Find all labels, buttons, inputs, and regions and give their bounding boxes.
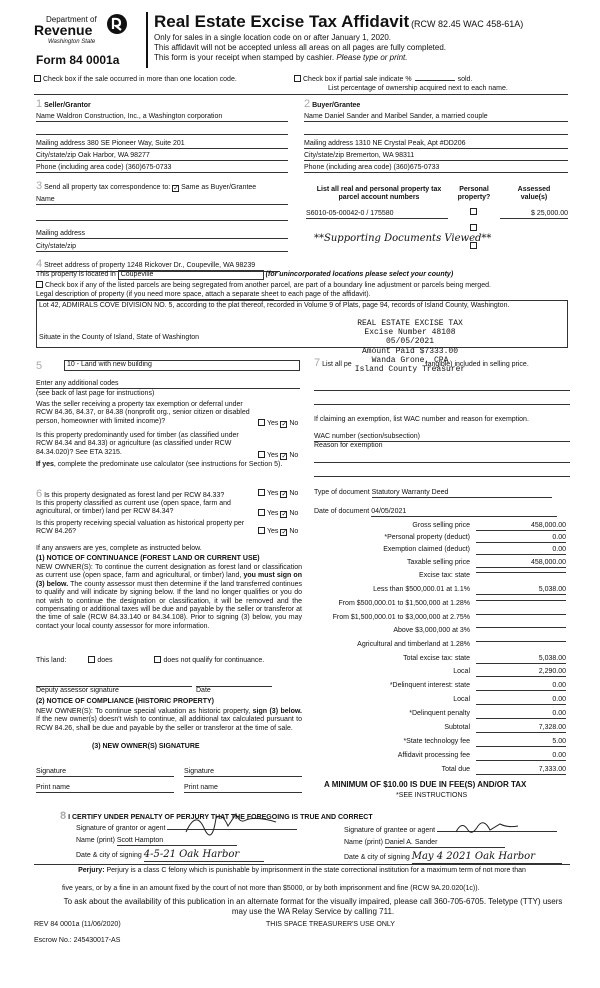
dept-label: Department of — [46, 15, 97, 24]
calc-label: Exemption claimed (deduct) — [383, 546, 470, 553]
personal-property-checkbox-2[interactable] — [470, 224, 477, 231]
revenue-label: Revenue — [34, 22, 93, 38]
assessed-header: Assessed value(s) — [517, 186, 551, 202]
additional-codes-field[interactable]: Enter any additional codes — [36, 380, 300, 389]
grantee-name[interactable]: Name (print) Daniel A. Sander — [344, 839, 505, 848]
notice2-text: NEW OWNER(S): To continue special valuation as historic property, sign (3) below. If the new owner(s) doesn't wish to continue, all additional tax calculated pursuant to RCW 84.26, shall be due and payable by the seller or transferor at the time of sale. — [36, 708, 302, 732]
calc-label: Local — [453, 696, 470, 703]
calc-label: Excise tax: state — [419, 572, 470, 579]
rev-number: REV 84 0001a (11/06/2020) — [34, 921, 121, 928]
legal-label: Legal description of property (if you need more space, attach a separate sheet to each page of the affidavit). — [36, 291, 274, 300]
calc-value[interactable]: 458,000.00 — [476, 522, 566, 531]
parcel-header: List all real and personal property tax parcel account numbers — [316, 186, 442, 202]
calc-row — [314, 586, 570, 596]
calc-label: Gross selling price — [412, 522, 470, 529]
calc-row — [314, 614, 570, 624]
minimum-due: A MINIMUM OF $10.00 IS DUE IN FEE(S) AND/OR TAX — [324, 780, 527, 789]
calc-value[interactable] — [476, 572, 566, 573]
owner-print-1[interactable]: Print name — [36, 784, 174, 793]
timber-yes-no[interactable]: Yes ✓ No — [258, 451, 298, 460]
partial-sale-sub: List percentage of ownership acquired next to each name. — [328, 85, 508, 92]
calc-value[interactable]: 0.00 — [476, 696, 566, 705]
seller-name-field[interactable]: Name Waldron Construction, Inc., a Washington corporation — [36, 113, 288, 122]
see-instructions: *SEE INSTRUCTIONS — [396, 792, 468, 799]
calc-value[interactable]: 458,000.00 — [476, 559, 566, 568]
located-in: This property is located in Coupeville (for unincorporated locations please select your county) — [36, 270, 453, 280]
buyer-mailing-field[interactable]: Mailing address 1310 NE Crystal Peak, Apt #DD206 — [304, 140, 568, 149]
exemption-question: Was the seller receiving a property tax exemption or deferral under RCW 84.36, 84.37, or 84.38 (nonprofit org., senior citizen or disabled person, homeowner with limited income)? — [36, 401, 250, 425]
note-3: This form is your receipt when stamped by cashier. Please type or print. — [154, 53, 408, 62]
calc-label: Local — [453, 668, 470, 675]
blank-line — [36, 128, 288, 135]
wac-number-field[interactable]: WAC number (section/subsection) — [314, 433, 570, 442]
buyer-city-field[interactable]: City/state/zip Bremerton, WA 98311 — [304, 152, 568, 161]
section-5: 5 — [36, 360, 43, 372]
calc-label: *State technology fee — [403, 738, 470, 745]
buyer-heading: 2 Buyer/Grantee — [304, 98, 361, 110]
legal-description: Lot 42, ADMIRALS COVE DIVISION NO. 5, according to the plat thereof, recorded in Volume 9 of Plats, page 94, records of Island County, Washington. — [39, 302, 510, 309]
grantee-date[interactable]: Date & city of signing May 4 2021 Oak Harbor — [344, 851, 562, 864]
legal-description-box[interactable] — [36, 300, 568, 348]
calc-label: Affidavit processing fee — [397, 752, 470, 759]
same-as-buyer-checkbox[interactable] — [172, 185, 179, 192]
personal-header: Personal property? — [457, 186, 491, 202]
calc-row — [314, 534, 570, 544]
buyer-name-field[interactable]: Name Daniel Sander and Maribel Sander, a married couple — [304, 113, 568, 122]
calc-value[interactable]: 0.00 — [476, 546, 566, 555]
calc-label: Above $3,000,000 at 3% — [393, 627, 470, 634]
does-not-checkbox[interactable] — [154, 656, 161, 663]
deputy-date-line[interactable]: Date — [196, 686, 272, 695]
dor-logo-icon — [106, 12, 128, 36]
if-yes-note: If yes, complete the predominate use calculator (see instructions for Section 5). — [36, 461, 283, 468]
personal-property-checkbox-3[interactable] — [470, 242, 477, 249]
blank-line — [36, 214, 288, 221]
accessibility-note: To ask about the availability of this publication in an alternate format for the visually impaired, please call 360-705-6705. Teletype (TTY) users may use the WA Relay Service by calling 711. — [63, 897, 563, 916]
calc-value[interactable] — [476, 627, 566, 628]
wa-state-label: Washington State — [48, 39, 96, 45]
seller-phone-field[interactable]: Phone (including area code) (360)675-0733 — [36, 164, 288, 173]
historic-yes-no[interactable]: Yes ✓ No — [258, 527, 298, 536]
section-7: 7 List all pe tangible) included in selling price. — [314, 357, 529, 369]
form-title — [154, 12, 523, 32]
treasurer-stamp: REAL ESTATE EXCISE TAX Excise Number 48108 05/05/2021 Amount Paid $7333.00 Wanda Grone, CPA Island County Treasurer — [354, 319, 466, 374]
this-land: This land: does does not qualify for continuance. — [36, 657, 265, 664]
blank-line — [304, 128, 568, 135]
current-use-yes-no[interactable]: Yes ✓ No — [258, 509, 298, 518]
note-1: Only for sales in a single location code on or after January 1, 2020. — [154, 33, 392, 42]
certify-heading: 8 I CERTIFY UNDER PENALTY OF PERJURY THAT THE FOREGOING IS TRUE AND CORRECT — [60, 810, 373, 822]
calc-value[interactable]: 7,333.00 — [476, 766, 566, 775]
title-text: Real Estate Excise Tax Affidavit — [154, 12, 410, 31]
personal-property-checkbox[interactable] — [470, 208, 477, 215]
supporting-docs-stamp: **Supporting Documents Viewed** — [314, 233, 492, 244]
calc-value[interactable]: 7,328.00 — [476, 724, 566, 733]
historic-question: Is this property receiving special valuation as historical property per RCW 84.26? — [36, 520, 245, 536]
perjury-box: Perjury: Perjury is a class C felony which is punishable by imprisonment in the state correctional institution for a maximum term of not more than — [34, 864, 570, 884]
calc-label: *Personal property (deduct) — [384, 534, 470, 541]
calc-row — [314, 546, 570, 556]
calc-row — [314, 641, 570, 651]
grantee-signature[interactable]: Signature of grantee or agent — [344, 827, 557, 835]
blank-line — [314, 456, 570, 463]
escrow-number: Escrow No.: 245430017-AS — [34, 937, 121, 944]
multi-location-checkbox[interactable] — [34, 75, 41, 82]
exemption-label: If claiming an exemption, list WAC number and reason for exemption. — [314, 416, 529, 423]
blank-line — [314, 398, 570, 405]
owner-signature-2[interactable]: Signature — [184, 768, 302, 777]
partial-sale-checkbox[interactable] — [294, 75, 301, 82]
calc-value[interactable]: 2,290.00 — [476, 668, 566, 677]
calc-row — [314, 766, 570, 776]
calc-row — [314, 522, 570, 532]
calc-label: Taxable selling price — [406, 559, 470, 566]
owner-signature-1[interactable]: Signature — [36, 768, 174, 777]
corr-name-field[interactable]: Name — [36, 196, 288, 205]
calc-label: *Delinquent penalty — [409, 710, 470, 717]
calc-row — [314, 682, 570, 692]
segregated-checkbox[interactable] — [36, 281, 43, 288]
grantee-signature-image — [452, 816, 522, 838]
location-select[interactable]: Coupeville — [118, 270, 264, 280]
corr-mailing-field[interactable]: Mailing address — [36, 230, 288, 239]
calc-row — [314, 752, 570, 762]
calc-value[interactable]: 5,038.00 — [476, 586, 566, 595]
street-address-field[interactable]: 4 Street address of property 1248 Rickover Dr., Coupeville, WA 98239 — [36, 258, 280, 272]
situate-text: Situate in the County of Island, State of Washington — [39, 334, 200, 341]
forest-land-question: 6 Is this property designated as forest land per RCW 84.33? — [36, 488, 225, 500]
calc-row — [314, 655, 570, 665]
calc-value[interactable]: 5,038.00 — [476, 655, 566, 664]
calc-label: Total excise tax: state — [403, 655, 470, 662]
seller-heading: 1 Seller/Grantor — [36, 98, 91, 110]
calc-row — [314, 696, 570, 706]
notice1-title: (1) NOTICE OF CONTINUANCE (FOREST LAND OR CURRENT USE) — [36, 555, 260, 562]
header-notes — [154, 33, 446, 63]
grantor-signature-image — [176, 808, 286, 838]
codes-sub: (see back of last page for instructions) — [36, 390, 155, 397]
grantor-name[interactable]: Name (print) Scott Hampton — [76, 837, 237, 846]
form-number: Form 84 0001a — [36, 53, 120, 67]
buyer-phone-field[interactable]: Phone (including area code) (360)675-0733 — [304, 164, 568, 173]
timber-question: Is this property predominantly used for timber (as classified under RCW 84.34 and 84.33) or agriculture (as classified under RCW 84.34.020)? See ETA 3215. — [36, 432, 239, 456]
notice3-title: (3) NEW OWNER(S) SIGNATURE — [92, 743, 200, 750]
calc-value[interactable] — [476, 600, 566, 601]
does-checkbox[interactable] — [88, 656, 95, 663]
exemption-yes-no[interactable]: Yes ✓ No — [258, 419, 298, 428]
deputy-sig-line[interactable]: Deputy assessor signature — [36, 686, 192, 695]
land-use-select[interactable]: 10 - Land with new building — [64, 360, 300, 371]
assessed-value[interactable]: $ 25,000.00 — [500, 210, 568, 219]
calc-row — [314, 724, 570, 734]
calc-label: *Delinquent interest: state — [389, 682, 470, 689]
current-use-question: Is this property classified as current use (open space, farm and agricultural, or timber) land per RCW 84.34? — [36, 500, 231, 516]
calc-row — [314, 738, 570, 748]
notice1-text: NEW OWNER(S): To continue the current designation as forest land or classification as current use (open space, farm and agricultural, or timber) land, you must sign on (3) below. The county assessor must then determine if the land transferred continues to qualify and will indicate by signing below. If the land no longer qualifies or you do not wish to continue the designation or classification, it will be removed and the compensating or additional taxes will be due and payable by the seller or transferor at the time of sale (RCW 84.33.140 or 84.34.108). Prior to signing (3) below, you may contact your local county assessor for more information. — [36, 564, 302, 630]
document-type-field[interactable]: Statutory Warranty Deed — [372, 489, 552, 498]
multi-location-check[interactable]: Check box if the sale occurred in more than one location code. — [34, 75, 237, 84]
calc-label: From $500,000.01 to $1,500,000 at 1.28% — [338, 600, 470, 607]
calc-row — [314, 710, 570, 720]
calc-label: Total due — [441, 766, 470, 773]
calc-value[interactable]: 0.00 — [476, 682, 566, 691]
calc-label: From $1,500,000.01 to $3,000,000 at 2.75% — [332, 614, 470, 621]
dor-logo — [34, 12, 134, 48]
calc-row — [314, 600, 570, 610]
forest-yes-no[interactable]: Yes ✓ No — [258, 489, 298, 498]
document-type: Type of document Statutory Warranty Deed — [314, 489, 552, 498]
calc-row — [314, 559, 570, 569]
calc-label: Less than $500,000.01 at 1.1% — [373, 586, 470, 593]
tax-correspondence: 3 Send all property tax correspondence to: ✓ Same as Buyer/Grantee — [36, 180, 256, 193]
treasurer-space: THIS SPACE TREASURER'S USE ONLY — [266, 921, 395, 928]
notice2-title: (2) NOTICE OF COMPLIANCE (HISTORIC PROPERTY) — [36, 698, 214, 705]
header-divider — [146, 12, 148, 68]
document-date-field[interactable]: 04/05/2021 — [371, 508, 557, 517]
grantor-signature[interactable]: Signature of grantor or agent — [76, 825, 297, 833]
calc-label: Agricultural and timberland at 1.28% — [357, 641, 470, 648]
calc-value[interactable]: 0.00 — [476, 752, 566, 761]
grantor-date[interactable]: Date & city of signing 4-5-21 Oak Harbor — [76, 849, 264, 862]
rcw-text: (RCW 82.45 WAC 458-61A) — [411, 19, 524, 29]
calc-value[interactable]: 5.00 — [476, 738, 566, 747]
partial-sale-check[interactable]: Check box if partial sale indicate % sold. — [294, 75, 472, 84]
segregated-check[interactable]: Check box if any of the listed parcels are being segregated from another parcel, are part of a boundary line adjustment or parcels being merged. — [36, 281, 491, 290]
document-date: Date of document 04/05/2021 — [314, 508, 557, 517]
corr-city-field[interactable]: City/state/zip — [36, 243, 288, 252]
perjury-cont: five years, or by a fine in an amount fixed by the court of not more than $5000, or by both imprisonment and fine (RCW 9A.20.020(1c)). — [62, 885, 480, 892]
calc-value[interactable] — [476, 641, 566, 642]
owner-print-2[interactable]: Print name — [184, 784, 302, 793]
calc-value[interactable]: 0.00 — [476, 710, 566, 719]
seller-city-field[interactable]: City/state/zip Oak Harbor, WA 98277 — [36, 152, 288, 161]
calc-row — [314, 627, 570, 637]
calc-label: Subtotal — [444, 724, 470, 731]
parcel-number[interactable]: S6010-05-00042-0 / 175580 — [306, 210, 448, 219]
if-any-yes: If any answers are yes, complete as instructed below. — [36, 545, 202, 552]
reason-label: Reason for exemption — [314, 442, 383, 449]
calc-value[interactable]: 0.00 — [476, 534, 566, 543]
calc-row — [314, 668, 570, 678]
note-2: This affidavit will not be accepted unless all areas on all pages are fully completed. — [154, 43, 447, 52]
blank-line — [314, 470, 570, 477]
seller-mailing-field[interactable]: Mailing address 380 SE Pioneer Way, Suite 201 — [36, 140, 288, 149]
blank-line — [314, 384, 570, 391]
calc-value[interactable] — [476, 614, 566, 615]
calc-row — [314, 572, 570, 582]
rule — [34, 94, 568, 95]
